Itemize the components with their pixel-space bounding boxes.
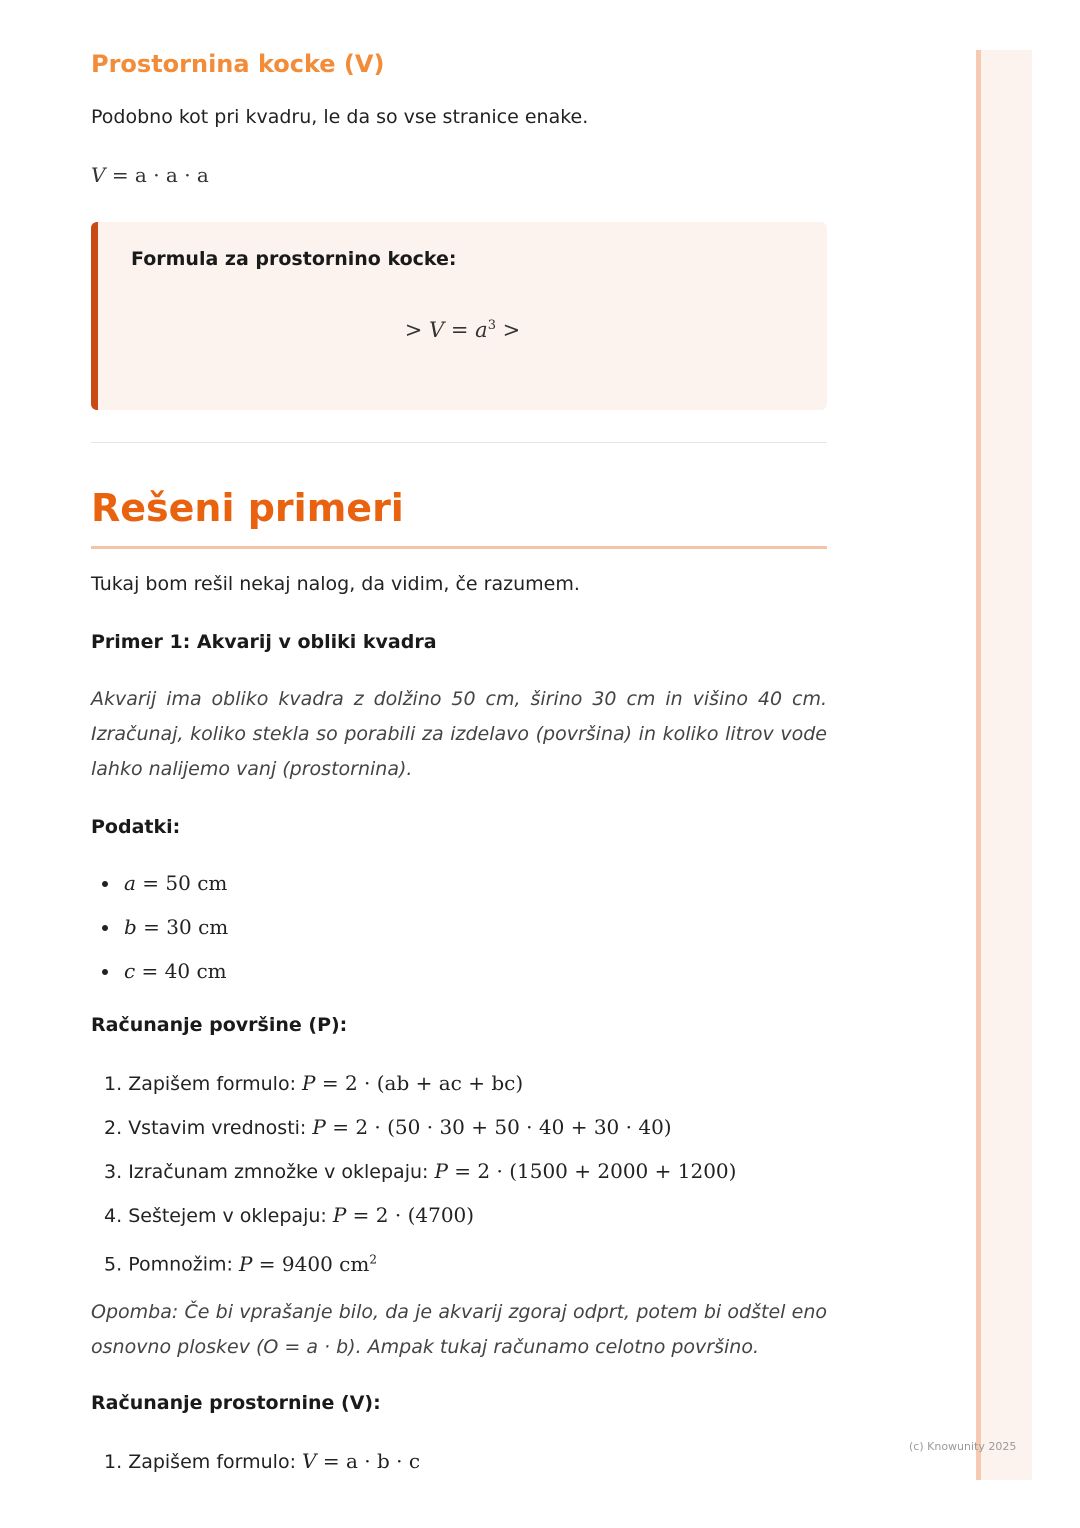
list-item — [104, 1154, 736, 1198]
formula-callout — [91, 222, 827, 410]
step-math-var: P — [332, 1203, 347, 1227]
list-item — [104, 1242, 736, 1286]
callout-formula — [98, 318, 827, 342]
step-number: 1. — [104, 1073, 123, 1095]
formula-var: V — [429, 318, 445, 342]
formula-base: a — [475, 318, 488, 342]
step-number: 3. — [104, 1161, 123, 1183]
volume-steps — [104, 1444, 420, 1488]
step-text: Zapišem formulo: — [128, 1451, 296, 1473]
formula-suffix: > — [495, 318, 521, 342]
data-value: = 40 cm — [135, 959, 227, 983]
decorative-side-strip — [976, 50, 1032, 1480]
data-value: = 50 cm — [135, 871, 228, 895]
step-number: 4. — [104, 1205, 123, 1227]
bullet-icon — [102, 969, 108, 975]
bullet-icon — [102, 881, 108, 887]
list-item — [91, 910, 228, 954]
list-item — [104, 1066, 736, 1110]
solved-examples-heading: Rešeni primeri — [91, 486, 404, 530]
step-math-var: V — [302, 1449, 317, 1473]
list-item — [104, 1110, 736, 1154]
note-text: Opomba: Če bi vprašanje bilo, da je akvarij zgoraj odprt, potem bi odštel eno osnovno ploskev (O = a · b). Ampak tukaj računamo celotno površino. — [91, 1301, 827, 1358]
list-item — [104, 1198, 736, 1242]
step-math: = 9400 cm — [252, 1251, 370, 1276]
step-number: 5. — [104, 1253, 123, 1276]
volume-formula-expanded — [91, 163, 209, 187]
intro-text: Podobno kot pri kvadru, le da so vse stranice enake. — [91, 106, 589, 128]
heading-underline — [91, 546, 827, 549]
example-title: Primer 1: Akvarij v obliki kvadra — [91, 631, 437, 653]
formula-eq: = — [444, 318, 476, 342]
watermark: (c) Knowunity 2025 — [909, 1440, 1017, 1453]
formula-prefix: > — [404, 318, 430, 342]
step-math-var: P — [302, 1071, 316, 1095]
step-exponent: 2 — [369, 1252, 377, 1266]
step-text: Vstavim vrednosti: — [128, 1117, 307, 1139]
step-number: 1. — [104, 1451, 123, 1473]
step-math-var: P — [434, 1159, 448, 1183]
step-number: 2. — [104, 1117, 123, 1139]
data-var: c — [124, 959, 136, 983]
section-divider — [91, 442, 827, 443]
step-math-var: P — [238, 1251, 253, 1276]
area-label: Računanje površine (P): — [91, 1014, 348, 1036]
data-list — [91, 866, 228, 998]
formula-exponent: 3 — [487, 318, 496, 333]
data-var: a — [124, 871, 136, 895]
heading-intro: Tukaj bom rešil nekaj nalog, da vidim, če razumem. — [91, 573, 580, 595]
data-var: b — [124, 915, 137, 939]
section-title: Prostornina kocke (V) — [91, 50, 385, 78]
volume-label: Računanje prostornine (V): — [91, 1392, 381, 1414]
step-text: Izračunam zmnožke v oklepaju: — [128, 1161, 429, 1183]
bullet-icon — [102, 925, 108, 931]
callout-title: Formula za prostornino kocke: — [131, 248, 457, 270]
step-math: = 2 · (1500 + 2000 + 1200) — [447, 1159, 737, 1183]
step-text: Seštejem v oklepaju: — [128, 1205, 327, 1227]
list-item — [91, 954, 228, 998]
step-text: Zapišem formulo: — [128, 1073, 296, 1095]
area-steps — [104, 1066, 736, 1286]
step-math-var: P — [312, 1115, 326, 1139]
example-problem: Akvarij ima obliko kvadra z dolžino 50 cm, širino 30 cm in višino 40 cm. Izračunaj, koliko stekla so porabili za izdelavo (površina) in koliko litrov vode lahko nalijemo vanj (prostornina). — [91, 688, 827, 780]
formula-var: V — [91, 163, 106, 187]
step-math: = a · b · c — [316, 1449, 421, 1473]
step-math: = 2 · (ab + ac + bc) — [315, 1071, 524, 1095]
list-item — [104, 1444, 420, 1488]
list-item — [91, 866, 228, 910]
data-value: = 30 cm — [136, 915, 229, 939]
formula-rhs: = a · a · a — [111, 163, 209, 187]
step-text: Pomnožim: — [128, 1253, 233, 1276]
data-label: Podatki: — [91, 816, 181, 838]
step-math: = 2 · (50 · 30 + 50 · 40 + 30 · 40) — [325, 1115, 672, 1139]
step-math: = 2 · (4700) — [346, 1203, 475, 1227]
